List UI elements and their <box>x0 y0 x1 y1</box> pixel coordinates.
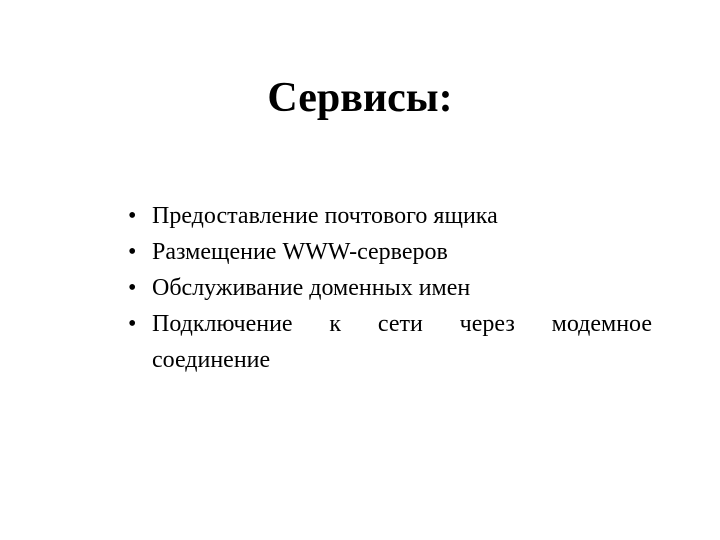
bullet-icon: • <box>128 203 137 229</box>
slide-title: Сервисы: <box>267 75 453 121</box>
bullet-icon: • <box>128 239 137 265</box>
list-item-text: Размещение WWW-серверов <box>152 239 448 265</box>
bullet-icon: • <box>128 311 137 337</box>
list-item-text: Обслуживание доменных имен <box>152 275 471 301</box>
list-item-text: Подключение к сети через модемное соединение <box>152 311 652 373</box>
bullet-icon: • <box>128 275 137 301</box>
list-item <box>128 306 652 378</box>
list-item <box>128 270 652 306</box>
list-item <box>128 198 652 234</box>
list-item-text: Предоставление почтового ящика <box>152 203 498 229</box>
list-item <box>128 234 652 270</box>
bullet-list <box>128 198 652 378</box>
